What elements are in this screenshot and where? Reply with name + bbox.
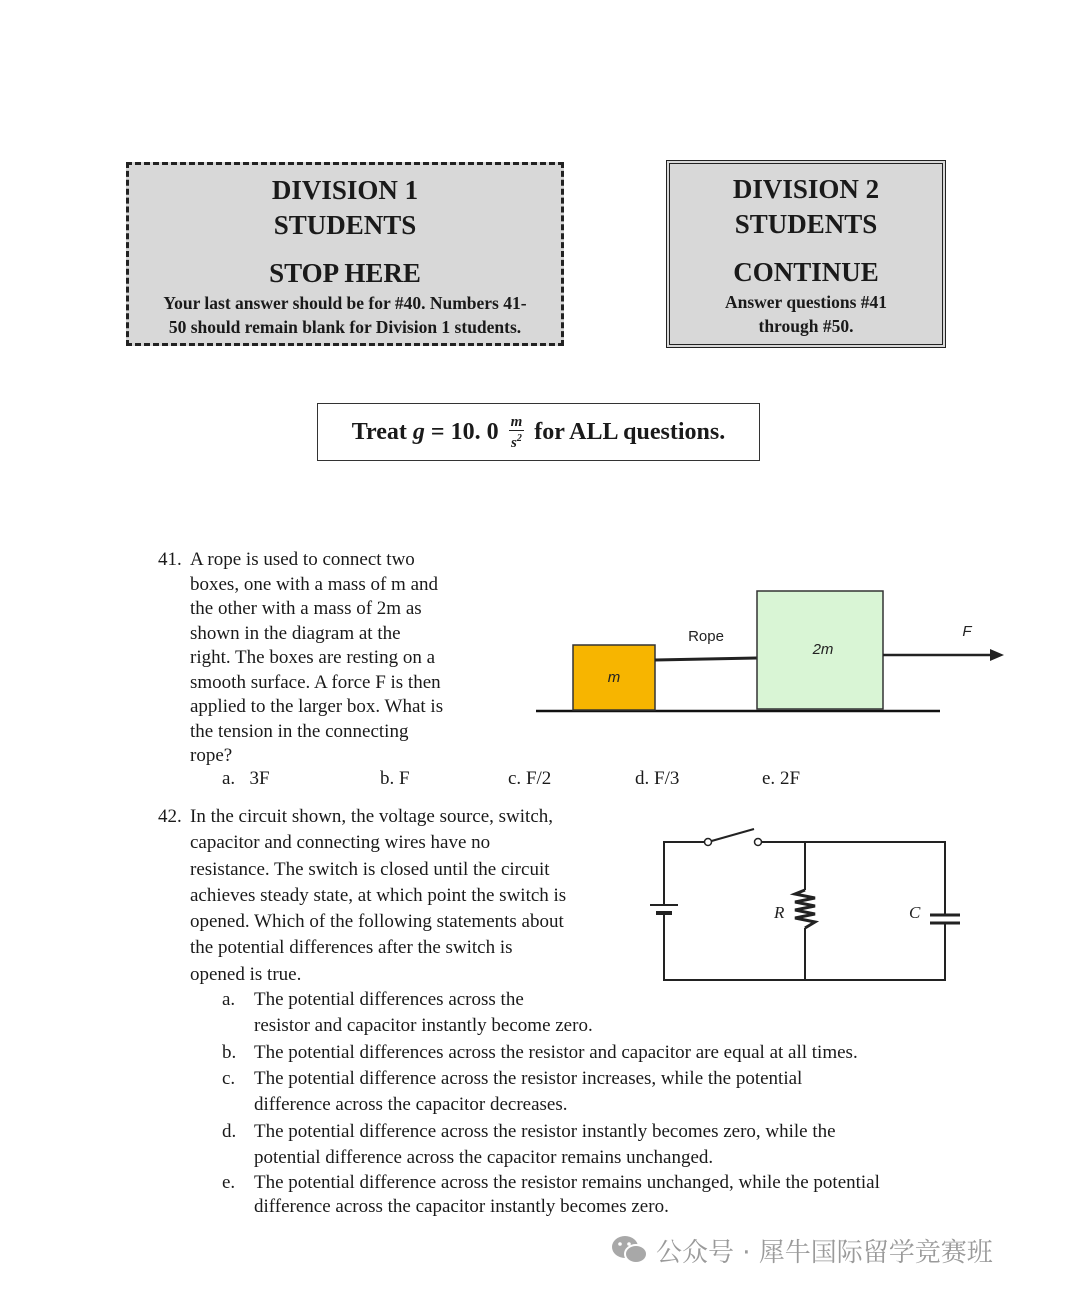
rope-label: Rope xyxy=(688,628,724,645)
q41-line: boxes, one with a mass of m and xyxy=(190,573,439,595)
division-1-title-line1: DIVISION 1 xyxy=(271,175,419,205)
division-2-note xyxy=(670,290,942,338)
option-text xyxy=(254,987,593,1039)
q41-line: A rope is used to connect two xyxy=(190,549,415,570)
q42-line: resistance. The switch is closed until the circuit xyxy=(190,858,550,880)
gbox-suffix: for ALL questions. xyxy=(534,418,726,445)
option-text: F xyxy=(399,768,410,789)
division-2-title-line1: DIVISION 2 xyxy=(732,174,880,204)
option-text-line: difference across the capacitor instantly becomes zero. xyxy=(254,1196,669,1217)
q42-option-c[interactable] xyxy=(222,1066,962,1120)
option-text-line: The potential difference across the resistor instantly becomes zero, while the xyxy=(254,1121,836,1142)
q41-line: the tension in the connecting xyxy=(190,720,409,742)
option-text: F/3 xyxy=(654,768,680,789)
capacitor-label: C xyxy=(909,903,921,922)
gbox-unit-exponent: 2 xyxy=(516,432,522,444)
gbox-unit xyxy=(509,414,525,451)
option-label: b. xyxy=(380,768,395,789)
rope-line xyxy=(655,658,757,660)
q41-line: right. The boxes are resting on a xyxy=(190,647,435,668)
option-label: e. xyxy=(222,1172,236,1193)
division-2-action: CONTINUE xyxy=(733,257,879,287)
option-text-line: resistor and capacitor instantly become zero. xyxy=(254,1015,593,1036)
q42-line: opened. Which of the following statements about xyxy=(190,911,564,933)
q42-line: In the circuit shown, the voltage source, switch, xyxy=(190,806,554,827)
option-label: a. xyxy=(222,989,236,1010)
option-text: F/2 xyxy=(525,768,552,789)
gbox-unit-numerator: m xyxy=(510,413,523,430)
q41-line: the other with a mass of 2m as xyxy=(190,598,422,619)
option-label: e. xyxy=(762,768,776,789)
q41-line: shown in the diagram at the xyxy=(190,622,401,644)
option-text-line: The potential difference across the resistor remains unchanged, while the potential xyxy=(254,1172,880,1193)
question-42-number: 42. xyxy=(158,806,182,827)
option-text: 3F xyxy=(249,768,270,789)
circuit-wire xyxy=(664,842,708,905)
q42-option-b[interactable] xyxy=(222,1040,962,1068)
gbox-symbol: g xyxy=(412,418,425,445)
gbox-value: = 10. 0 xyxy=(430,418,499,445)
q41-diagram xyxy=(530,580,1020,720)
force-arrow-head xyxy=(990,649,1004,661)
option-label: d. xyxy=(222,1121,237,1142)
gbox-unit-den-base: s xyxy=(510,434,517,451)
division-1-note xyxy=(129,291,561,339)
division-1-title-line2: STUDENTS xyxy=(273,210,417,240)
q41-option-c[interactable] xyxy=(508,768,551,790)
q42-option-e[interactable] xyxy=(222,1171,982,1225)
q41-line: rope? xyxy=(190,745,233,766)
q41-line: smooth surface. A force F is then xyxy=(190,671,441,693)
option-text: The potential differences across the resistor and capacitor are equal at all times. xyxy=(254,1042,858,1063)
q42-option-d[interactable] xyxy=(222,1119,962,1173)
switch-contact xyxy=(755,839,762,846)
wechat-icon xyxy=(610,1233,650,1267)
division-2-title xyxy=(670,172,942,242)
gbox-prefix: Treat xyxy=(351,418,407,445)
q41-option-b[interactable] xyxy=(380,768,410,790)
q41-option-e[interactable] xyxy=(762,768,800,790)
q41-line: applied to the larger box. What is xyxy=(190,696,444,717)
option-label: c. xyxy=(222,1068,236,1089)
question-41-number: 41. xyxy=(158,549,182,570)
force-label: F xyxy=(962,623,972,640)
option-label: b. xyxy=(222,1042,237,1063)
division-1-box xyxy=(126,162,564,346)
option-text-line: The potential differences across the xyxy=(254,989,524,1010)
option-label: a. xyxy=(222,768,236,789)
q42-circuit xyxy=(650,825,960,987)
gravity-constant-box xyxy=(317,403,760,461)
division-1-title xyxy=(129,173,561,243)
option-text-line: potential difference across the capacitor remains unchanged. xyxy=(254,1147,714,1168)
division-2-title-line2: STUDENTS xyxy=(734,209,878,239)
large-mass-label: 2m xyxy=(812,641,834,658)
question-41-text xyxy=(190,548,490,769)
watermark-text: 公众号 · 犀牛国际留学竞赛班 xyxy=(656,1238,993,1268)
division-1-note-line2: 50 should remain blank for Division 1 students. xyxy=(168,317,522,337)
switch-lever xyxy=(708,829,754,842)
resistor-label: R xyxy=(774,903,785,922)
q41-option-d[interactable] xyxy=(635,768,679,790)
option-text: 2F xyxy=(779,768,801,789)
option-text xyxy=(254,1119,836,1171)
q42-line: capacitor and connecting wires have no xyxy=(190,832,491,854)
q41-option-a[interactable] xyxy=(222,768,270,790)
option-text-line: The potential difference across the resistor increases, while the potential xyxy=(254,1068,803,1089)
question-42-text xyxy=(190,804,630,988)
option-text xyxy=(254,1066,802,1118)
division-2-box xyxy=(666,160,946,348)
resistor-icon xyxy=(795,890,815,928)
gbox-unit-denominator xyxy=(511,431,522,451)
option-label: c. xyxy=(508,768,522,789)
division-2-note-line2: through #50. xyxy=(758,316,854,336)
small-mass-label: m xyxy=(607,669,621,686)
q42-line: opened is true. xyxy=(190,963,302,985)
switch-contact xyxy=(705,839,712,846)
division-1-note-line1: Your last answer should be for #40. Numbers 41- xyxy=(163,293,527,313)
option-text xyxy=(254,1171,880,1219)
q42-line: achieves steady state, at which point the switch is xyxy=(190,884,567,906)
division-2-note-line1: Answer questions #41 xyxy=(724,292,888,312)
q42-line: the potential differences after the switch is xyxy=(190,937,513,959)
division-1-action: STOP HERE xyxy=(269,258,421,288)
option-label: d. xyxy=(635,768,650,789)
option-text-line: difference across the capacitor decreases. xyxy=(254,1094,568,1115)
q42-option-a[interactable] xyxy=(222,987,942,1041)
